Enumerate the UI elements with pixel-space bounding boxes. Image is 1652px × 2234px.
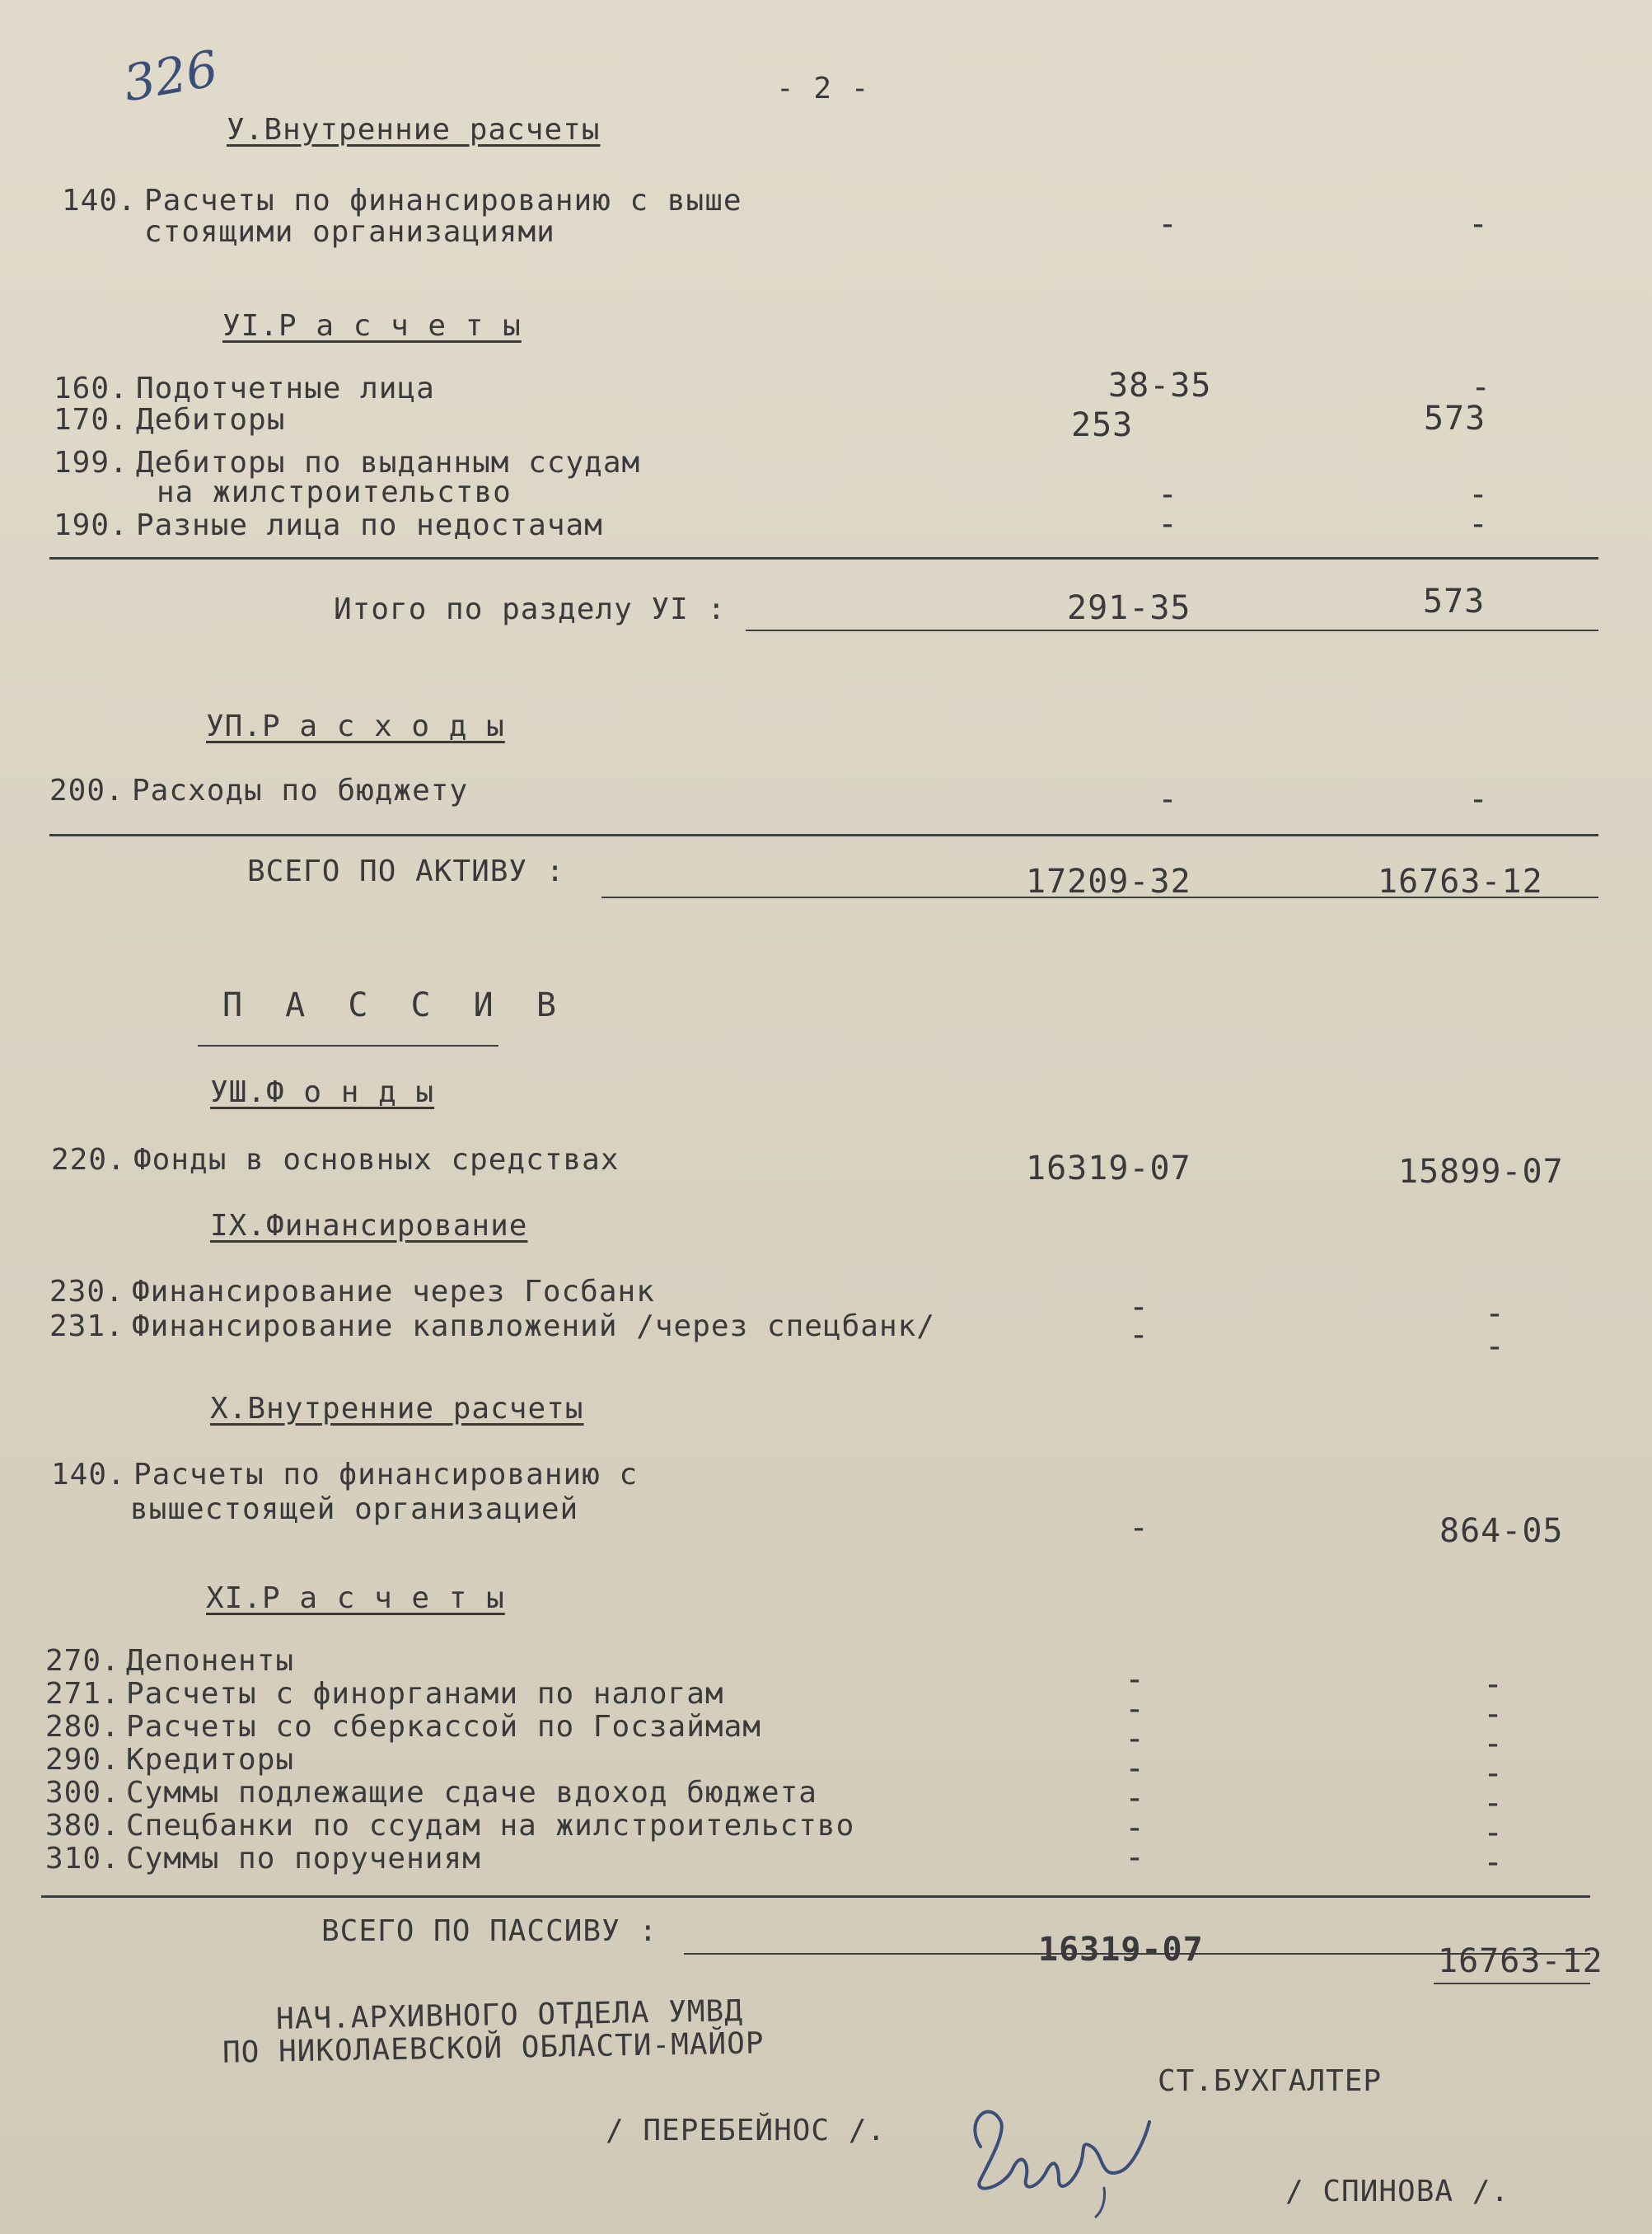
row-value-col1: -: [1125, 1720, 1146, 1758]
row-code: 271.: [45, 1677, 120, 1711]
row-value-col1: -: [1125, 1749, 1146, 1787]
total-assets-label: ВСЕГО ПО АКТИВУ :: [247, 855, 565, 888]
row-label: Спецбанки по ссудам на жилстроительство: [126, 1809, 855, 1843]
row-value-col1: 16319-07: [1026, 1150, 1191, 1187]
section-5-heading: У.Внутренние расчеты: [227, 113, 601, 147]
row-value-col1: -: [1125, 1660, 1146, 1698]
section-6-total-col2: 573: [1423, 583, 1486, 621]
total-underline: [1434, 1983, 1590, 1984]
row-value-col2: -: [1483, 1814, 1505, 1852]
row-code: 380.: [45, 1809, 120, 1843]
section-8-heading: УШ.Ф о н д ы: [210, 1075, 435, 1109]
accountant-title: СТ.БУХГАЛТЕР: [1158, 2064, 1383, 2098]
row-label-continued: на жилстроительство: [157, 475, 512, 509]
row-label: Расчеты по финансированию с: [133, 1458, 639, 1492]
liabilities-heading: П А С С И В: [222, 986, 568, 1024]
section-6-heading: УI.Р а с ч е т ы: [222, 309, 522, 343]
row-code: 300.: [45, 1776, 120, 1810]
row-value-col1: -: [1129, 1288, 1150, 1326]
row-label: Разные лица по недостачам: [136, 508, 603, 542]
row-label: Суммы по поручениям: [126, 1842, 481, 1876]
section-10-heading: X.Внутренние расчеты: [210, 1392, 584, 1426]
row-value-col1: 253: [1071, 406, 1134, 444]
row-label: Расчеты с финорганами по налогам: [126, 1677, 724, 1711]
accountant-name: / СПИНОВА /.: [1285, 2175, 1510, 2208]
row-label: Дебиторы по выданным ссудам: [136, 446, 641, 480]
total-liabilities-col2: 16763-12: [1438, 1942, 1603, 1980]
row-label-continued: вышестоящей организацией: [130, 1492, 579, 1526]
section-7-heading: УП.Р а с х о д ы: [206, 710, 505, 743]
row-value-col1: -: [1158, 475, 1179, 513]
row-label: Депоненты: [126, 1644, 295, 1678]
row-value-col2: -: [1483, 1665, 1505, 1703]
row-code: 190.: [54, 508, 129, 542]
row-value-col2: -: [1468, 780, 1490, 818]
row-value-col2: -: [1483, 1725, 1505, 1763]
row-value-col2: -: [1471, 368, 1492, 406]
row-value-col2: 15899-07: [1398, 1153, 1564, 1191]
row-code: 170.: [54, 403, 129, 437]
row-value-col1: -: [1158, 780, 1179, 818]
section-divider: [41, 1895, 1590, 1898]
total-assets-col1: 17209-32: [1026, 863, 1191, 901]
section-divider: [49, 557, 1598, 560]
row-label: Дебиторы: [136, 403, 286, 437]
row-label: Суммы подлежащие сдаче вдоход бюджета: [126, 1776, 817, 1810]
section-9-heading: IX.Финансирование: [210, 1209, 528, 1243]
row-code: 230.: [49, 1275, 124, 1309]
total-assets-col2: 16763-12: [1378, 863, 1543, 901]
section-divider: [49, 834, 1598, 836]
archive-number-handwritten: 326: [119, 40, 222, 114]
row-label: Расчеты по финансированию с выше: [144, 184, 742, 218]
row-value-col1: -: [1125, 1779, 1146, 1817]
row-value-col2: -: [1468, 475, 1490, 513]
row-value-col2: 573: [1424, 400, 1486, 438]
row-value-col2: -: [1483, 1784, 1505, 1822]
row-label: Кредиторы: [126, 1743, 295, 1777]
row-code: 140.: [62, 184, 137, 218]
row-code: 220.: [51, 1143, 126, 1177]
row-label: Подотчетные лица: [136, 372, 435, 405]
heading-underline: [198, 1045, 498, 1047]
row-code: 160.: [54, 372, 129, 405]
row-label: Финансирование через Госбанк: [132, 1275, 655, 1309]
total-liabilities-label: ВСЕГО ПО ПАССИВУ :: [321, 1914, 658, 1948]
row-value-col1: -: [1125, 1690, 1146, 1728]
total-underline: [746, 630, 1598, 631]
row-value-col1: -: [1129, 1509, 1150, 1547]
row-value-col2: -: [1468, 205, 1490, 243]
row-value-col2: -: [1483, 1695, 1505, 1733]
handwritten-signature: [956, 2089, 1170, 2221]
row-code: 200.: [49, 774, 124, 808]
row-code: 199.: [54, 446, 129, 480]
row-value-col2: 864-05: [1439, 1512, 1564, 1550]
row-code: 310.: [45, 1842, 120, 1876]
section-6-total-label: Итого по разделу УI :: [334, 592, 727, 626]
row-value-col1: -: [1158, 505, 1179, 543]
row-value-col2: -: [1485, 1328, 1506, 1365]
row-label: Финансирование капвложений /через спецбанк/: [132, 1309, 935, 1343]
row-code: 231.: [49, 1309, 124, 1343]
row-value-col1: -: [1158, 205, 1179, 243]
row-code: 270.: [45, 1644, 120, 1678]
row-value-col1: -: [1129, 1316, 1150, 1354]
row-value-col1: -: [1125, 1838, 1146, 1876]
row-value-col2: -: [1483, 1843, 1505, 1881]
section-11-heading: XI.Р а с ч е т ы: [206, 1581, 505, 1615]
row-value-col1: 38-35: [1108, 367, 1212, 405]
row-value-col1: -: [1125, 1809, 1146, 1847]
head-name: / ПЕРЕБЕЙНОС /.: [606, 2114, 887, 2147]
row-value-col2: -: [1468, 505, 1490, 543]
row-code: 280.: [45, 1710, 120, 1744]
head-title-line1: НАЧ.АРХИВНОГО ОТДЕЛА УМВД: [275, 1994, 744, 2036]
page-number: - 2 -: [776, 72, 870, 105]
row-label: Фонды в основных средствах: [133, 1143, 620, 1177]
row-code: 140.: [51, 1458, 126, 1492]
section-6-total-col1: 291-35: [1067, 589, 1191, 627]
head-title-line2: ПО НИКОЛАЕВСКОЙ ОБЛАСТИ-МАЙОР: [222, 2026, 765, 2070]
total-liabilities-col1: 16319-07: [1038, 1931, 1204, 1969]
row-label: Расчеты со сберкассой по Госзаймам: [126, 1710, 761, 1744]
row-value-col2: -: [1483, 1754, 1505, 1792]
row-label-continued: стоящими организациями: [144, 215, 555, 249]
row-code: 290.: [45, 1743, 120, 1777]
row-value-col2: -: [1485, 1295, 1506, 1332]
row-label: Расходы по бюджету: [132, 774, 469, 808]
